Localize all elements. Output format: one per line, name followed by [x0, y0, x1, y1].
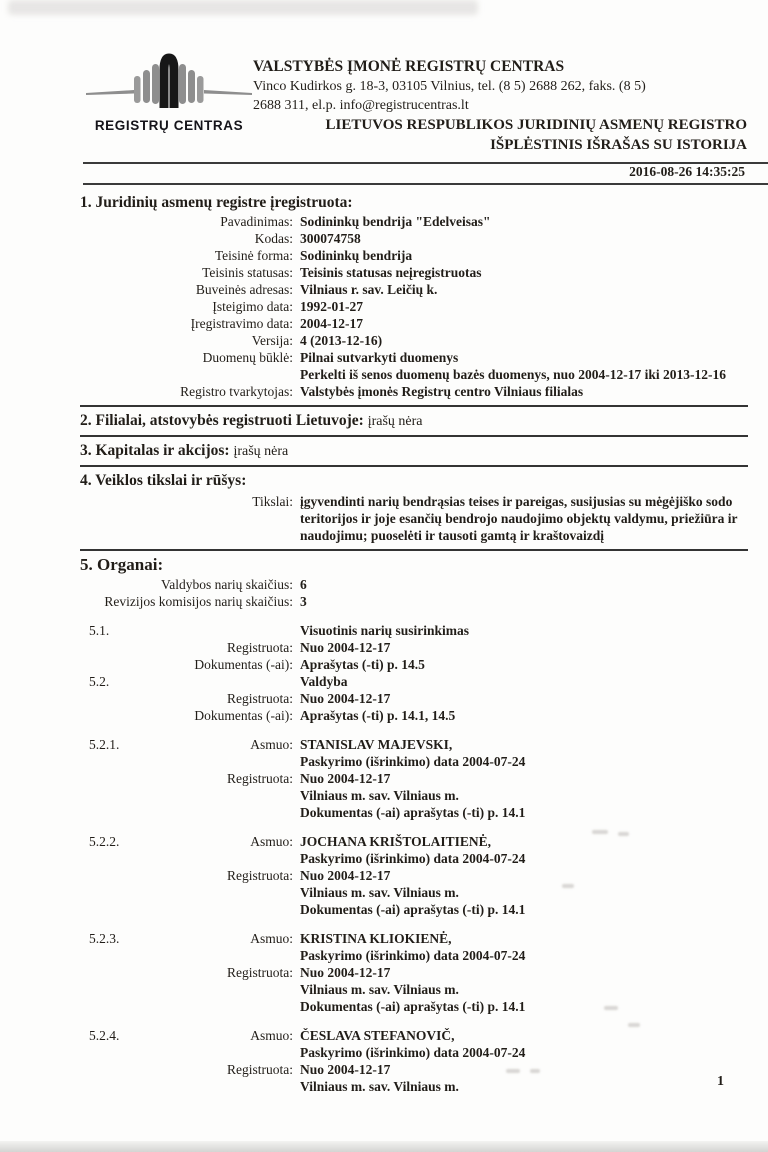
- field-value: Valstybės įmonės Registrų centro Vilniaus filialas: [300, 384, 584, 399]
- section2-title: 2. Filialai, atstovybės registruoti Lietuvoje:: [80, 412, 364, 429]
- field-label: Registro tvarkytojas:: [180, 384, 293, 399]
- field-row: [80, 383, 748, 400]
- field-label: Įregistravimo data:: [190, 316, 293, 331]
- field-value: Paskyrimo (išrinkimo) data 2004-07-24: [300, 948, 526, 963]
- organ-number: [80, 707, 152, 724]
- field-label: Revizijos komisijos narių skaičius:: [104, 594, 293, 609]
- member-row: [80, 901, 748, 918]
- field-value: Paskyrimo (išrinkimo) data 2004-07-24: [300, 754, 526, 769]
- section2-heading: [80, 407, 748, 434]
- field-label: [152, 1044, 300, 1061]
- member-row: [80, 770, 748, 787]
- field-value: Aprašytas (-ti) p. 14.1, 14.5: [300, 708, 456, 723]
- scan-artifact: [628, 1023, 640, 1027]
- field-label: [152, 622, 300, 639]
- organ-number: [80, 656, 152, 673]
- member-row: [80, 804, 748, 821]
- member-row: [80, 833, 748, 850]
- member-row: [80, 736, 748, 753]
- field-row: [80, 576, 748, 593]
- field-label: [152, 947, 300, 964]
- member-number: 5.2.4.: [89, 1028, 120, 1043]
- field-label: Kodas:: [254, 231, 293, 246]
- registru-centras-logo: [86, 52, 252, 133]
- field-label: [152, 787, 300, 804]
- field-label: [152, 804, 300, 821]
- field-label: Teisinė forma:: [214, 248, 293, 263]
- field-value: Nuo 2004-12-17: [300, 771, 391, 786]
- field-row: [80, 213, 748, 230]
- scan-artifact: [506, 1069, 520, 1073]
- field-label: Pavadinimas:: [220, 214, 293, 229]
- field-label: [152, 753, 300, 770]
- field-value: Nuo 2004-12-17: [300, 1062, 391, 1077]
- member-row: [80, 1078, 748, 1095]
- field-value: Dokumentas (-ai) aprašytas (-ti) p. 14.1: [300, 805, 526, 820]
- member-row: [80, 753, 748, 770]
- member-block: [80, 930, 748, 1015]
- org-name: VALSTYBĖS ĮMONĖ REGISTRŲ CENTRAS: [253, 58, 565, 75]
- section3-value: įrašų nėra: [233, 444, 289, 459]
- field-value: Vilniaus m. sav. Vilniaus m.: [300, 1079, 459, 1094]
- field-value: Vilniaus m. sav. Vilniaus m.: [300, 885, 459, 900]
- scan-artifact: [592, 830, 608, 834]
- organ-row: [80, 673, 748, 690]
- logo-caption: REGISTRŲ CENTRAS: [94, 118, 244, 133]
- member-row: [80, 1061, 748, 1078]
- scan-artifact: [8, 0, 478, 15]
- organ-number: [80, 639, 152, 656]
- section4-title: 4. Veiklos tikslai ir rūšys:: [80, 472, 247, 489]
- field-value: 300074758: [300, 231, 361, 246]
- field-value: Visuotinis narių susirinkimas: [300, 623, 470, 638]
- member-row: [80, 930, 748, 947]
- field-label: Asmuo:: [250, 931, 293, 946]
- member-name: STANISLAV MAJEVSKI,: [300, 737, 453, 752]
- field-row: [80, 315, 748, 332]
- field-row: [80, 230, 748, 247]
- field-value: Sodininkų bendrija "Edelveisas": [300, 214, 491, 229]
- field-value: Nuo 2004-12-17: [300, 640, 391, 655]
- field-row: [80, 493, 748, 544]
- section3-heading: [80, 437, 748, 464]
- member-number: 5.2.1.: [89, 737, 120, 752]
- field-label: Teisinis statusas:: [202, 265, 293, 280]
- organ-row: [80, 639, 748, 656]
- field-label: Registruota:: [227, 640, 293, 655]
- member-row: [80, 850, 748, 867]
- field-value: Vilniaus r. sav. Leičių k.: [300, 282, 438, 297]
- document-header: [253, 57, 747, 155]
- field-value: Sodininkų bendrija: [300, 248, 413, 263]
- organ-row: [80, 707, 748, 724]
- scan-artifact: [604, 1006, 618, 1010]
- field-label: Registruota:: [227, 965, 293, 980]
- field-value: Teisinis statusas neįregistruotas: [300, 265, 482, 280]
- field-row: [80, 349, 748, 366]
- organ-row: [80, 656, 748, 673]
- member-row: [80, 1027, 748, 1044]
- org-address-line1: Vinco Kudirkos g. 18-3, 03105 Vilnius, tel. (8 5) 2688 262, faks. (8 5): [253, 79, 646, 94]
- scan-artifact: [618, 832, 629, 836]
- field-value: Nuo 2004-12-17: [300, 965, 391, 980]
- member-number: 5.2.3.: [89, 931, 120, 946]
- field-value: Dokumentas (-ai) aprašytas (-ti) p. 14.1: [300, 902, 526, 917]
- field-value: Nuo 2004-12-17: [300, 691, 391, 706]
- field-value: 4 (2013-12-16): [300, 333, 383, 348]
- member-row: [80, 867, 748, 884]
- field-value: Paskyrimo (išrinkimo) data 2004-07-24: [300, 851, 526, 866]
- field-value: Dokumentas (-ai) aprašytas (-ti) p. 14.1: [300, 999, 526, 1014]
- field-value: Valdyba: [300, 674, 348, 689]
- organ-row: [80, 622, 748, 639]
- document-title-line2: IŠPLĖSTINIS IŠRAŠAS SU ISTORIJA: [490, 137, 747, 153]
- field-value: Perkelti iš senos duomenų bazės duomenys, nuo 2004-12-17 iki 2013-12-16: [300, 367, 727, 382]
- field-value: įgyvendinti narių bendrąsias teises ir pareigas, susijusias su mėgėjiško sodo teritorijos ir joje esančių bendrojo naudojimo objektų valdymu, priežiūra ir naudojimu; puoselėti ir tausoti gamtą ir kraštovaizdį: [300, 494, 738, 543]
- field-label: [152, 850, 300, 867]
- field-label: Registruota:: [227, 691, 293, 706]
- organ-number: 5.1.: [89, 623, 110, 638]
- section3-title: 3. Kapitalas ir akcijos:: [80, 442, 230, 459]
- organ-row: [80, 690, 748, 707]
- member-block: [80, 736, 748, 821]
- field-label: Versija:: [251, 333, 293, 348]
- page-number: 1: [717, 1074, 724, 1089]
- field-label: [80, 366, 300, 383]
- field-label: Registruota:: [227, 868, 293, 883]
- field-label: [152, 901, 300, 918]
- field-label: Įsteigimo data:: [212, 299, 293, 314]
- field-label: [152, 998, 300, 1015]
- building-arch-icon: [86, 52, 252, 112]
- section2-value: įrašų nėra: [367, 414, 423, 429]
- field-value: Nuo 2004-12-17: [300, 868, 391, 883]
- document-title-line1: LIETUVOS RESPUBLIKOS JURIDINIŲ ASMENŲ REGISTRO: [325, 117, 747, 133]
- member-block: [80, 833, 748, 918]
- field-row: [80, 332, 748, 349]
- field-value: 6: [300, 577, 307, 592]
- field-value: Vilniaus m. sav. Vilniaus m.: [300, 982, 459, 997]
- field-label: [152, 1078, 300, 1095]
- field-row: [80, 298, 748, 315]
- field-label: Valdybos narių skaičius:: [161, 577, 293, 592]
- field-row: [80, 281, 748, 298]
- field-label: Asmuo:: [250, 737, 293, 752]
- member-row: [80, 787, 748, 804]
- field-value: 1992-01-27: [300, 299, 363, 314]
- scan-artifact: [530, 1069, 540, 1073]
- document-body: [80, 192, 748, 1095]
- member-block: [80, 1027, 748, 1095]
- member-name: KRISTINA KLIOKIENĖ,: [300, 931, 452, 946]
- field-row: [80, 593, 748, 610]
- field-label: Asmuo:: [250, 834, 293, 849]
- member-row: [80, 884, 748, 901]
- member-row: [80, 964, 748, 981]
- field-value: 3: [300, 594, 307, 609]
- field-row: [80, 264, 748, 281]
- member-row: [80, 1044, 748, 1061]
- member-name: ČESLAVA STEFANOVIČ,: [300, 1028, 455, 1043]
- field-label: Dokumentas (-ai):: [194, 657, 293, 672]
- field-value: Vilniaus m. sav. Vilniaus m.: [300, 788, 459, 803]
- field-label: Tikslai:: [252, 494, 293, 509]
- member-row: [80, 981, 748, 998]
- field-value: Paskyrimo (išrinkimo) data 2004-07-24: [300, 1045, 526, 1060]
- member-name: JOCHANA KRIŠTOLAITIENĖ,: [300, 834, 492, 849]
- field-label: Dokumentas (-ai):: [194, 708, 293, 723]
- member-row: [80, 998, 748, 1015]
- field-row: [80, 247, 748, 264]
- field-label: [152, 981, 300, 998]
- extract-timestamp: 2016-08-26 14:35:25: [629, 164, 745, 179]
- scan-artifact: [562, 884, 574, 888]
- page-edge: [0, 1141, 768, 1152]
- header-rule-bottom: [83, 183, 768, 185]
- field-label: Registruota:: [227, 771, 293, 786]
- field-label: [152, 884, 300, 901]
- field-label: Duomenų būklė:: [202, 350, 293, 365]
- field-value: Pilnai sutvarkyti duomenys: [300, 350, 459, 365]
- field-label: Buveinės adresas:: [195, 282, 293, 297]
- field-value: 2004-12-17: [300, 316, 363, 331]
- organ-number: [80, 690, 152, 707]
- section5-title: 5. Organai:: [80, 555, 164, 574]
- member-row: [80, 947, 748, 964]
- organ-number: 5.2.: [89, 674, 110, 689]
- member-number: 5.2.2.: [89, 834, 120, 849]
- section1-title: 1. Juridinių asmenų registre įregistruota:: [80, 194, 353, 211]
- field-label: [152, 673, 300, 690]
- org-address-line2: 2688 311, el.p. info@registrucentras.lt: [253, 98, 469, 113]
- field-value: Aprašytas (-ti) p. 14.5: [300, 657, 425, 672]
- field-label: Asmuo:: [250, 1028, 293, 1043]
- field-row: [80, 366, 748, 383]
- field-label: Registruota:: [227, 1062, 293, 1077]
